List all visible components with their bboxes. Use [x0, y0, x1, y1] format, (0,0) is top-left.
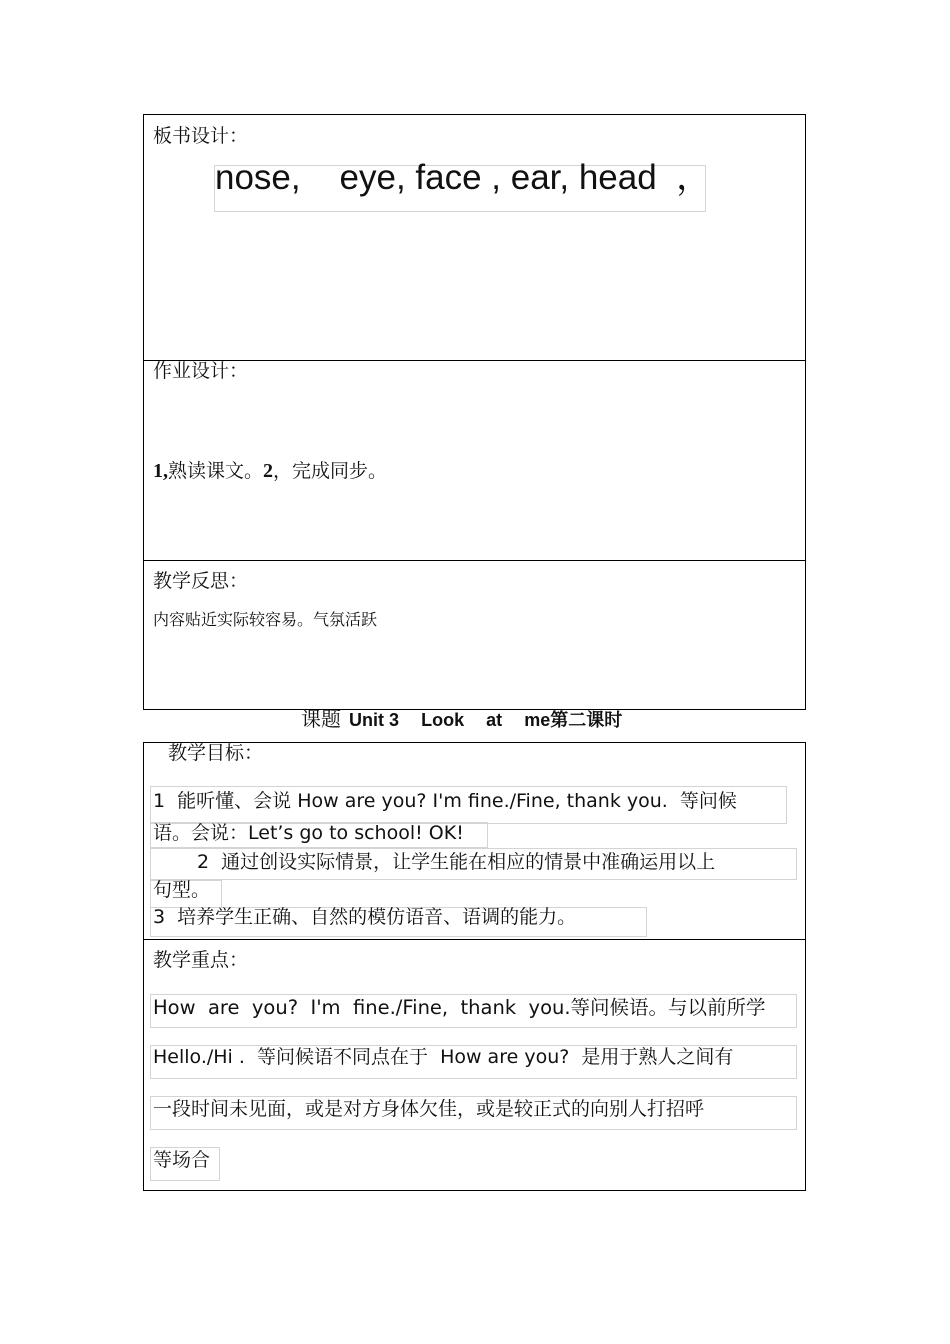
lesson-word-look: Look: [421, 710, 465, 730]
board-design-words: nose, eye, face , ear, head ，: [215, 158, 712, 197]
homework-number-1: 1,: [153, 460, 168, 482]
homework-content: [153, 461, 387, 481]
board-design-label: 板书设计：: [153, 125, 249, 147]
homework-item-2: ，完成同步。: [273, 460, 388, 482]
lesson-word-at: at: [486, 710, 503, 730]
key-points-line-1: How are you? I'm fine./Fine, thank you.等问候语。与以前所学: [153, 996, 766, 1019]
key-points-line-2: Hello./Hi . 等问候语不同点在于 How are you? 是用于熟人之间有: [153, 1046, 734, 1068]
lesson-word-me: me: [524, 710, 551, 730]
table-divider: [143, 560, 806, 561]
goal-2-line-1: 2 通过创设实际情景，让学生能在相应的情景中准确运用以上: [197, 851, 716, 873]
teaching-goals-label: 教学目标：: [168, 742, 264, 764]
goal-1-line-2: 语。会说：Let’s go to school! OK!: [153, 822, 464, 844]
key-points-line-4: 等场合: [153, 1149, 211, 1171]
lesson-title: [301, 709, 622, 730]
lesson-unit: Unit 3: [349, 710, 400, 730]
goal-2-line-2: 句型。: [153, 879, 211, 901]
teaching-reflection-text: 内容贴近实际较容易。气氛活跃: [153, 610, 378, 629]
key-points-label: 教学重点：: [153, 949, 249, 971]
lesson-period: 第二课时: [550, 710, 623, 731]
teaching-reflection-label: 教学反思：: [153, 570, 249, 592]
homework-number-2: 2: [263, 460, 274, 482]
table-divider: [143, 939, 806, 940]
goal-1-line-1: 1 能听懂、会说 How are you? I'm fine./Fine, thank you. 等问候: [153, 790, 737, 812]
goal-3-text: 3 培养学生正确、自然的模仿语音、语调的能力。: [153, 906, 577, 928]
lesson-title-prefix: 课题: [301, 707, 341, 731]
homework-design-label: 作业设计：: [153, 360, 249, 382]
key-points-line-3: 一段时间未见面，或是对方身体欠佳，或是较正式的向别人打招呼: [153, 1098, 705, 1120]
homework-item-1: 熟读课文。: [168, 460, 264, 482]
